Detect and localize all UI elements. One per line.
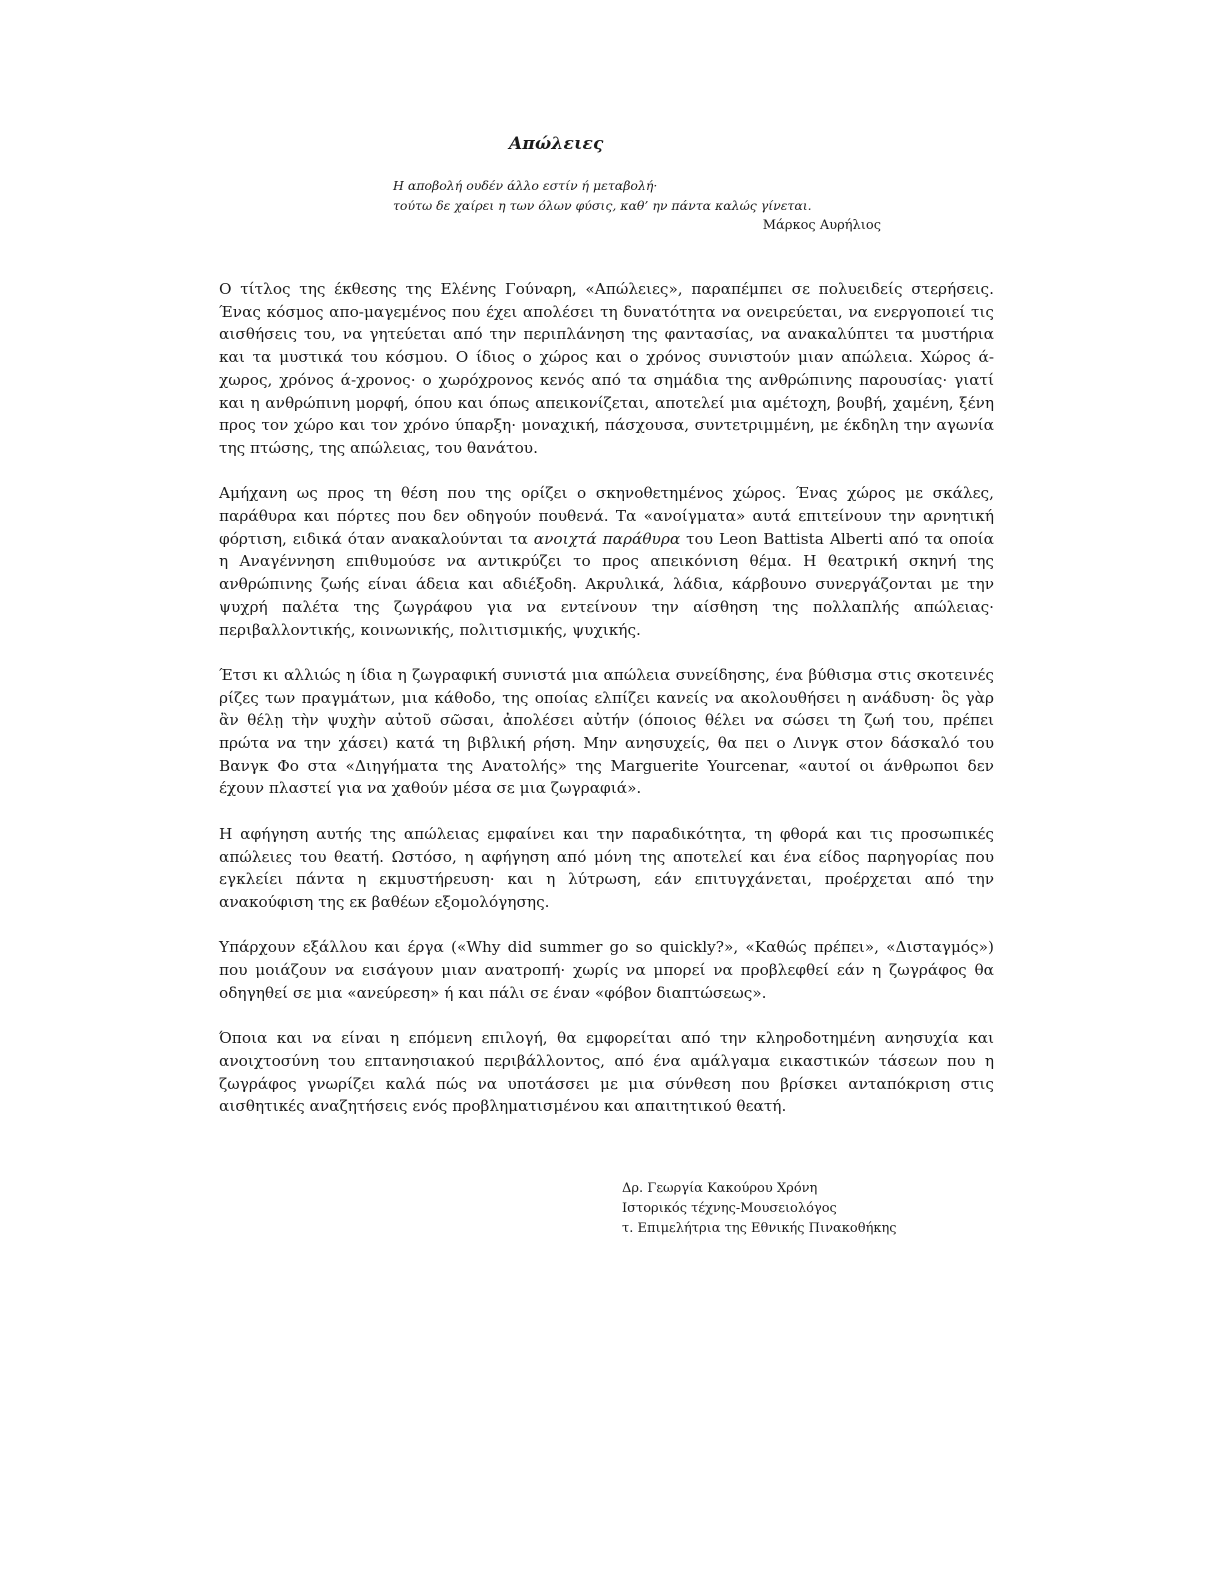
- document-title: Απώλειες: [509, 134, 604, 154]
- epigraph-line-1: Η αποβολή ουδέν άλλο εστίν ή μεταβολή·: [393, 178, 658, 193]
- paragraph-4: Η αφήγηση αυτής της απώλειας εμφαίνει και την παραδικότητα, τη φθορά και τις προσωπικές απώλειες του θεατή. Ωστόσο, η αφήγηση από μόνη της αποτελεί και ένα είδος παρηγορίας που εγκλείει πάντα η εκμυστήρευση· και η λύτρωση, εάν επιτυγχάνεται, προέρχεται από την ανακούφιση της εκ βαθέων εξομολόγησης.: [219, 824, 994, 911]
- paragraph-2-part-b: του Leon Battista Alberti από τα οποία η Αναγέννηση επιθυμούσε να αντικρύζει το προς απεικόνιση θέμα. Η θεατρική σκηνή της ανθρώπινης ζωής είναι άδεια και αδιέξοδη. Ακρυλικά, λάδια, κάρβουνο συνεργάζονται με την ψυχρή παλέτα της ζωγράφου για να εντείνουν την αίσθηση της πολλαπλής απώλειας· περιβαλλοντικής, κοινωνικής, πολιτισμικής, ψυχικής.: [219, 529, 994, 639]
- paragraph-6: Όποια και να είναι η επόμενη επιλογή, θα εμφορείται από την κληροδοτημένη ανησυχία και ανοιχτοσύνη του επτανησιακού περιβάλλοντος, από ένα αμάλγαμα εικαστικών τάσεων που η ζωγράφος γνωρίζει καλά πώς να υποτάσσει με μια σύνθεση που βρίσκει ανταπόκριση στις αισθητικές αναζητήσεις ενός προβληματισμένου και απαιτητικού θεατή.: [219, 1029, 994, 1116]
- epigraph: [393, 176, 883, 236]
- signature-position: τ. Επιμελήτρια της Εθνικής Πινακοθήκης: [622, 1221, 897, 1236]
- body-text: [219, 278, 994, 1141]
- paragraph-2: [219, 482, 994, 641]
- epigraph-line-2: τούτω δε χαίρει η των όλων φύσις, καθ’ ην πάντα καλώς γίνεται.: [393, 198, 812, 213]
- signature-name: Δρ. Γεωργία Κακούρου Χρόνη: [622, 1181, 818, 1196]
- paragraph-2-part-a: Αμήχανη ως προς τη θέση που της ορίζει ο σκηνοθετημένος χώρος. Ένας χώρος με σκάλες, παράθυρα και πόρτες που δεν οδηγούν πουθενά. Τα «ανοίγματα» αυτά επιτείνουν την αρνητική φόρτιση, ειδικά όταν ανακαλούνται τα: [219, 484, 994, 548]
- paragraph-5: Υπάρχουν εξάλλου και έργα («Why did summer go so quickly?», «Καθώς πρέπει», «Δισταγμός») που μοιάζουν να εισάγουν μιαν ανατροπή· χωρίς να μπορεί να προβλεφθεί εάν η ζωγράφος θα οδηγηθεί σε μια «ανεύρεση» ή και πάλι σε έναν «φόβον διαπτώσεως».: [219, 938, 994, 1002]
- signature-block: [622, 1179, 897, 1239]
- paragraph-1: Ο τίτλος της έκθεσης της Ελένης Γούναρη, «Απώλειες», παραπέμπει σε πολυειδείς στερήσεις. Ένας κόσμος απο-μαγεμένος που έχει απολέσει τη δυνατότητα να ονειρεύεται, να ενεργοποιεί τις αισθήσεις του, να γητεύεται από την περιπλάνηση της φαντασίας, να ανακαλύπτει τα μυστήρια και τα μυστικά του κόσμου. Ο ίδιος ο χώρος και ο χρόνος συνιστούν μιαν απώλεια. Χώρος ά-χωρος, χρόνος ά-χρονος· ο χωρόχρονος κενός από τα σημάδια της ανθρώπινης παρουσίας· γιατί και η ανθρώπινη μορφή, όπου και όπως απεικονίζεται, αποτελεί μια αμέτοχη, βουβή, χαμένη, ξένη προς τον χώρο και τον χρόνο ύπαρξη· μοναχική, πάσχουσα, συντετριμμένη, με έκδηλη την αγωνία της πτώσης, της απώλειας, του θανάτου.: [219, 280, 994, 457]
- epigraph-author: Μάρκος Αυρήλιος: [762, 218, 881, 233]
- signature-role: Ιστορικός τέχνης-Μουσειολόγος: [622, 1201, 837, 1216]
- paragraph-3: Έτσι κι αλλιώς η ίδια η ζωγραφική συνιστά μια απώλεια συνείδησης, ένα βύθισμα στις σκοτεινές ρίζες των πραγμάτων, μια κάθοδο, της οποίας ελπίζει κανείς να ακολουθήσει η ανάδυση· ὃς γὰρ ἂν θέλῃ τὴν ψυχὴν αὐτοῦ σῶσαι, ἀπολέσει αὐτήν (όποιος θέλει να σώσει τη ζωή του, πρέπει πρώτα να την χάσει) κατά τη βιβλική ρήση. Μην ανησυχείς, θα πει ο Λινγκ στον δάσκαλό του Βανγκ Φο στα «Διηγήματα της Ανατολής» της Marguerite Yourcenar, «αυτοί οι άνθρωποι δεν έχουν πλαστεί για να χαθούν μέσα σε μια ζωγραφιά».: [219, 665, 994, 798]
- paragraph-2-italic: ανοιχτά παράθυρα: [533, 529, 681, 548]
